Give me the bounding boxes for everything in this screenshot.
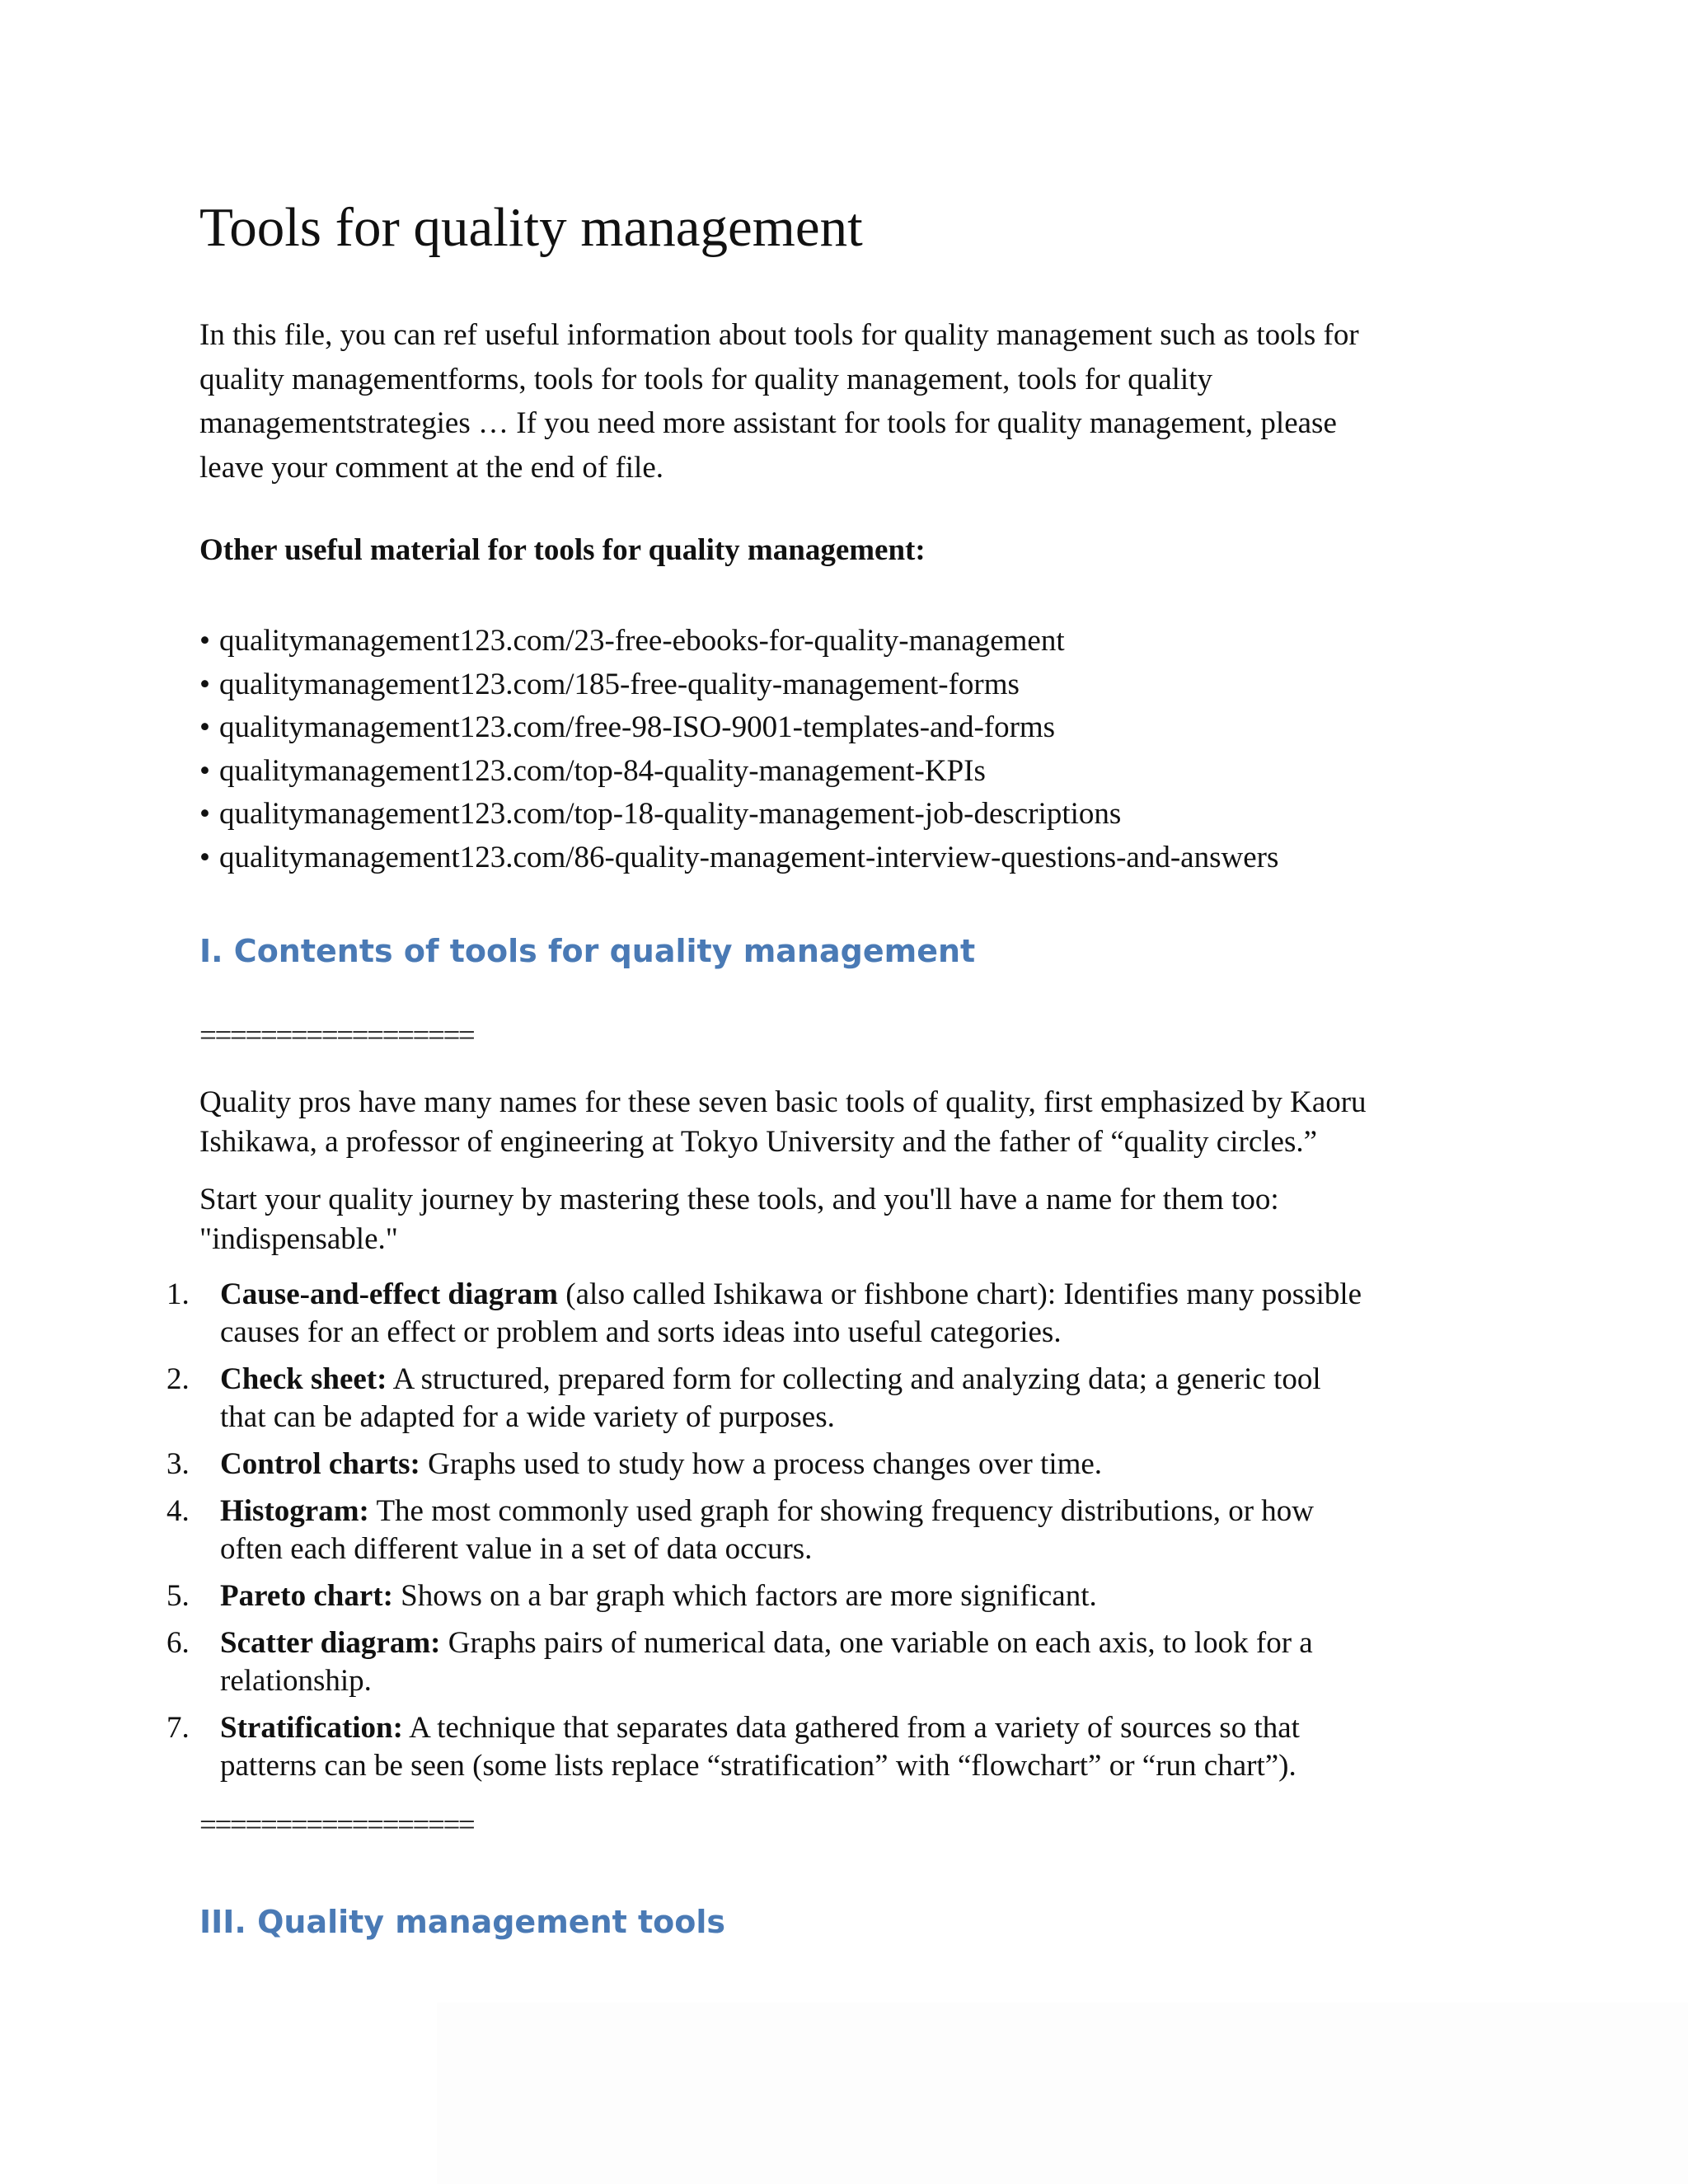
tool-description-continued: relationship. [220, 1664, 372, 1698]
tool-item [166, 1624, 1485, 1700]
paragraph-line: Start your quality journey by mastering these tools, and you'll have a name for them too: [199, 1183, 1279, 1216]
tool-description: A technique that separates data gathered from a variety of sources so that [402, 1711, 1300, 1745]
section-3-heading: III. Quality management tools [199, 1904, 726, 1940]
paragraph-line: Ishikawa, a professor of engineering at Tokyo University and the father of “quality circles.” [199, 1125, 1318, 1159]
tool-item [166, 1276, 1485, 1352]
tool-item [166, 1493, 1485, 1568]
link-item[interactable] [199, 837, 1278, 880]
bullet-icon: • [199, 667, 210, 701]
document-title: Tools for quality management [199, 197, 863, 258]
separator-bottom: ================== [199, 1808, 474, 1842]
ishikawa-paragraph [199, 1083, 1367, 1162]
separator-top: ================== [199, 1019, 474, 1052]
tool-description: (also called Ishikawa or fishbone chart): Identifies many possible [558, 1277, 1362, 1311]
paragraph-line: "indispensable." [199, 1222, 398, 1256]
link-item[interactable] [199, 620, 1278, 663]
tool-description: Shows on a bar graph which factors are more significant. [392, 1579, 1097, 1613]
tool-description-continued: often each different value in a set of data occurs. [220, 1532, 813, 1566]
bullet-icon: • [199, 753, 210, 788]
intro-paragraph [199, 313, 1359, 490]
section-1-heading: I. Contents of tools for quality management [199, 933, 976, 969]
tool-term: Histogram: [220, 1494, 369, 1528]
tool-term: Scatter diagram: [220, 1626, 441, 1660]
link-text[interactable]: qualitymanagement123.com/23-free-ebooks-for-quality-management [219, 624, 1065, 658]
link-item[interactable] [199, 793, 1278, 837]
tool-description: Graphs used to study how a process changes over time. [420, 1447, 1103, 1481]
link-text[interactable]: qualitymanagement123.com/185-free-quality-management-forms [219, 667, 1020, 701]
list-number: 6. [166, 1626, 190, 1660]
paragraph-line: Quality pros have many names for these seven basic tools of quality, first emphasized by Kaoru [199, 1085, 1367, 1119]
page-shading [437, 2003, 1688, 2184]
intro-line: quality managementforms, tools for tools for quality management, tools for quality [199, 362, 1212, 396]
seven-tools-list [166, 1276, 1485, 1794]
link-text[interactable]: qualitymanagement123.com/86-quality-management-interview-questions-and-answers [219, 840, 1279, 874]
bullet-icon: • [199, 710, 210, 745]
tool-term: Cause-and-effect diagram [220, 1277, 558, 1311]
tool-description: A structured, prepared form for collecting and analyzing data; a generic tool [387, 1362, 1321, 1396]
tool-item [166, 1361, 1485, 1436]
bullet-icon: • [199, 840, 210, 874]
tool-description-continued: that can be adapted for a wide variety of purposes. [220, 1400, 835, 1434]
journey-paragraph [199, 1180, 1279, 1259]
list-number: 5. [166, 1579, 190, 1613]
tool-description: The most commonly used graph for showing frequency distributions, or how [368, 1494, 1315, 1528]
tool-term: Pareto chart: [220, 1579, 393, 1613]
tool-term: Stratification: [220, 1711, 403, 1745]
tool-description-continued: causes for an effect or problem and sorts ideas into useful categories. [220, 1315, 1062, 1349]
tool-description-continued: patterns can be seen (some lists replace “stratification” with “flowchart” or “run chart”). [220, 1749, 1296, 1783]
tool-term: Control charts: [220, 1447, 420, 1481]
intro-line: managementstrategies … If you need more assistant for tools for quality management, please [199, 406, 1337, 440]
intro-line: In this file, you can ref useful information about tools for quality management such as tools for [199, 318, 1359, 352]
bullet-icon: • [199, 624, 210, 658]
tool-description: Graphs pairs of numerical data, one variable on each axis, to look for a [440, 1626, 1313, 1660]
link-text[interactable]: qualitymanagement123.com/free-98-ISO-9001-templates-and-forms [219, 710, 1056, 745]
list-number: 2. [166, 1362, 190, 1396]
tool-item [166, 1446, 1485, 1483]
intro-line: leave your comment at the end of file. [199, 450, 664, 485]
link-item[interactable] [199, 706, 1278, 750]
bullet-icon: • [199, 797, 210, 832]
useful-links-list [199, 620, 1278, 880]
link-item[interactable] [199, 663, 1278, 707]
tool-item [166, 1709, 1485, 1785]
list-number: 3. [166, 1447, 190, 1481]
tool-item [166, 1577, 1485, 1615]
list-number: 1. [166, 1277, 190, 1311]
link-text[interactable]: qualitymanagement123.com/top-18-quality-management-job-descriptions [219, 797, 1122, 832]
link-text[interactable]: qualitymanagement123.com/top-84-quality-management-KPIs [219, 753, 986, 788]
list-number: 4. [166, 1494, 190, 1528]
list-number: 7. [166, 1711, 190, 1745]
link-item[interactable] [199, 750, 1278, 794]
tool-term: Check sheet: [220, 1362, 387, 1396]
other-material-heading: Other useful material for tools for quality management: [199, 533, 926, 567]
